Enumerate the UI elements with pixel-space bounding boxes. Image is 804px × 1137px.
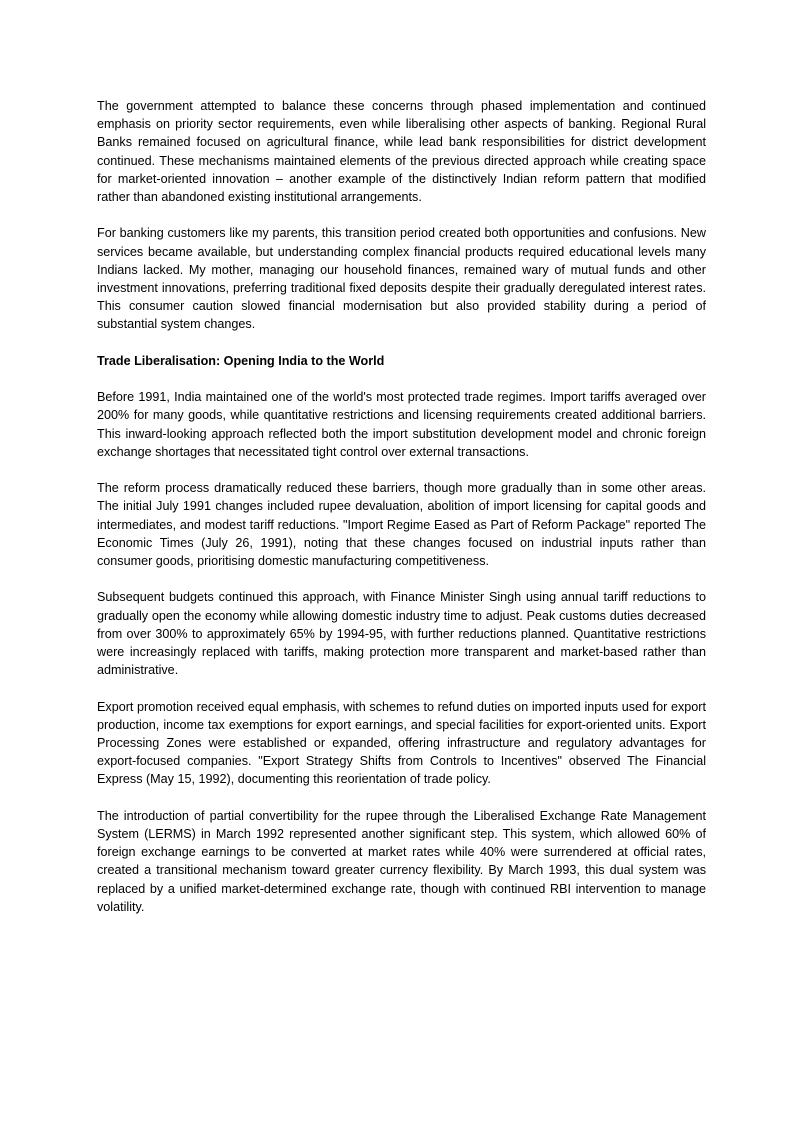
paragraph-subsequent-budgets: Subsequent budgets continued this approach, with Finance Minister Singh using annual tariff reductions to gradually open the economy while allowing domestic industry time to adjust. Peak customs duties decreased from over 300% to approximately 65% by 1994-95, with further reductions planned. Quantitative restrictions were increasingly replaced with tariffs, making protection more transparent and market-based rather than administrative. [97,590,706,678]
paragraph-partial-convertibility: The introduction of partial convertibility for the rupee through the Liberalised Exchange Rate Management System (LERMS) in March 1992 represented another significant step. This system, which allowed 60% of foreign exchange earnings to be converted at market rates while 40% were surrendered at official rates, created a transitional mechanism toward greater currency flexibility. By March 1993, this dual system was replaced by a unified market-determined exchange rate, though with continued RBI intervention to manage volatility. [97,808,706,914]
paragraph-export-promotion: Export promotion received equal emphasis, with schemes to refund duties on imported inputs used for export production, income tax exemptions for export earnings, and special facilities for export-oriented units. Export Processing Zones were established or expanded, offering infrastructure and regulatory advantages for export-focused companies. "Export Strategy Shifts from Controls to Incentives" observed The Financial Express (May 15, 1992), documenting this reorientation of trade policy. [97,699,706,787]
section-heading-trade-liberalisation: Trade Liberalisation: Opening India to the World [97,353,385,368]
paragraph-protected-trade: Before 1991, India maintained one of the world's most protected trade regimes. Import tariffs averaged over 200% for many goods, while quantitative restrictions and licensing requirements created additional barriers. This inward-looking approach reflected both the import substitution development model and chronic foreign exchange shortages that necessitated tight control over external transactions. [97,390,706,459]
paragraph-priority-sector: The government attempted to balance these concerns through phased implementation and continued emphasis on priority sector requirements, even while liberalising other aspects of banking. Regional Rural Banks remained focused on agricultural finance, while lead bank responsibilities for district development continued. These mechanisms maintained elements of the previous directed approach while creating space for market-oriented innovation – another example of the distinctively Indian reform pattern that modified rather than abandoned existing institutional arrangements. [97,99,706,205]
document-page [97,97,706,934]
paragraph-banking-customers: For banking customers like my parents, this transition period created both opportunities and confusions. New services became available, but understanding complex financial products required educational levels many Indians lacked. My mother, managing our household finances, remained wary of mutual funds and other investment innovations, preferring traditional fixed deposits despite their gradually deregulated interest rates. This consumer caution slowed financial modernisation but also provided stability during a period of substantial system changes. [97,226,706,332]
paragraph-reform-process: The reform process dramatically reduced these barriers, though more gradually than in some other areas. The initial July 1991 changes included rupee devaluation, abolition of import licensing for capital goods and intermediates, and modest tariff reductions. "Import Regime Eased as Part of Reform Package" reported The Economic Times (July 26, 1991), noting that these changes focused on industrial inputs rather than consumer goods, prioritising domestic manufacturing competitiveness. [97,481,706,569]
